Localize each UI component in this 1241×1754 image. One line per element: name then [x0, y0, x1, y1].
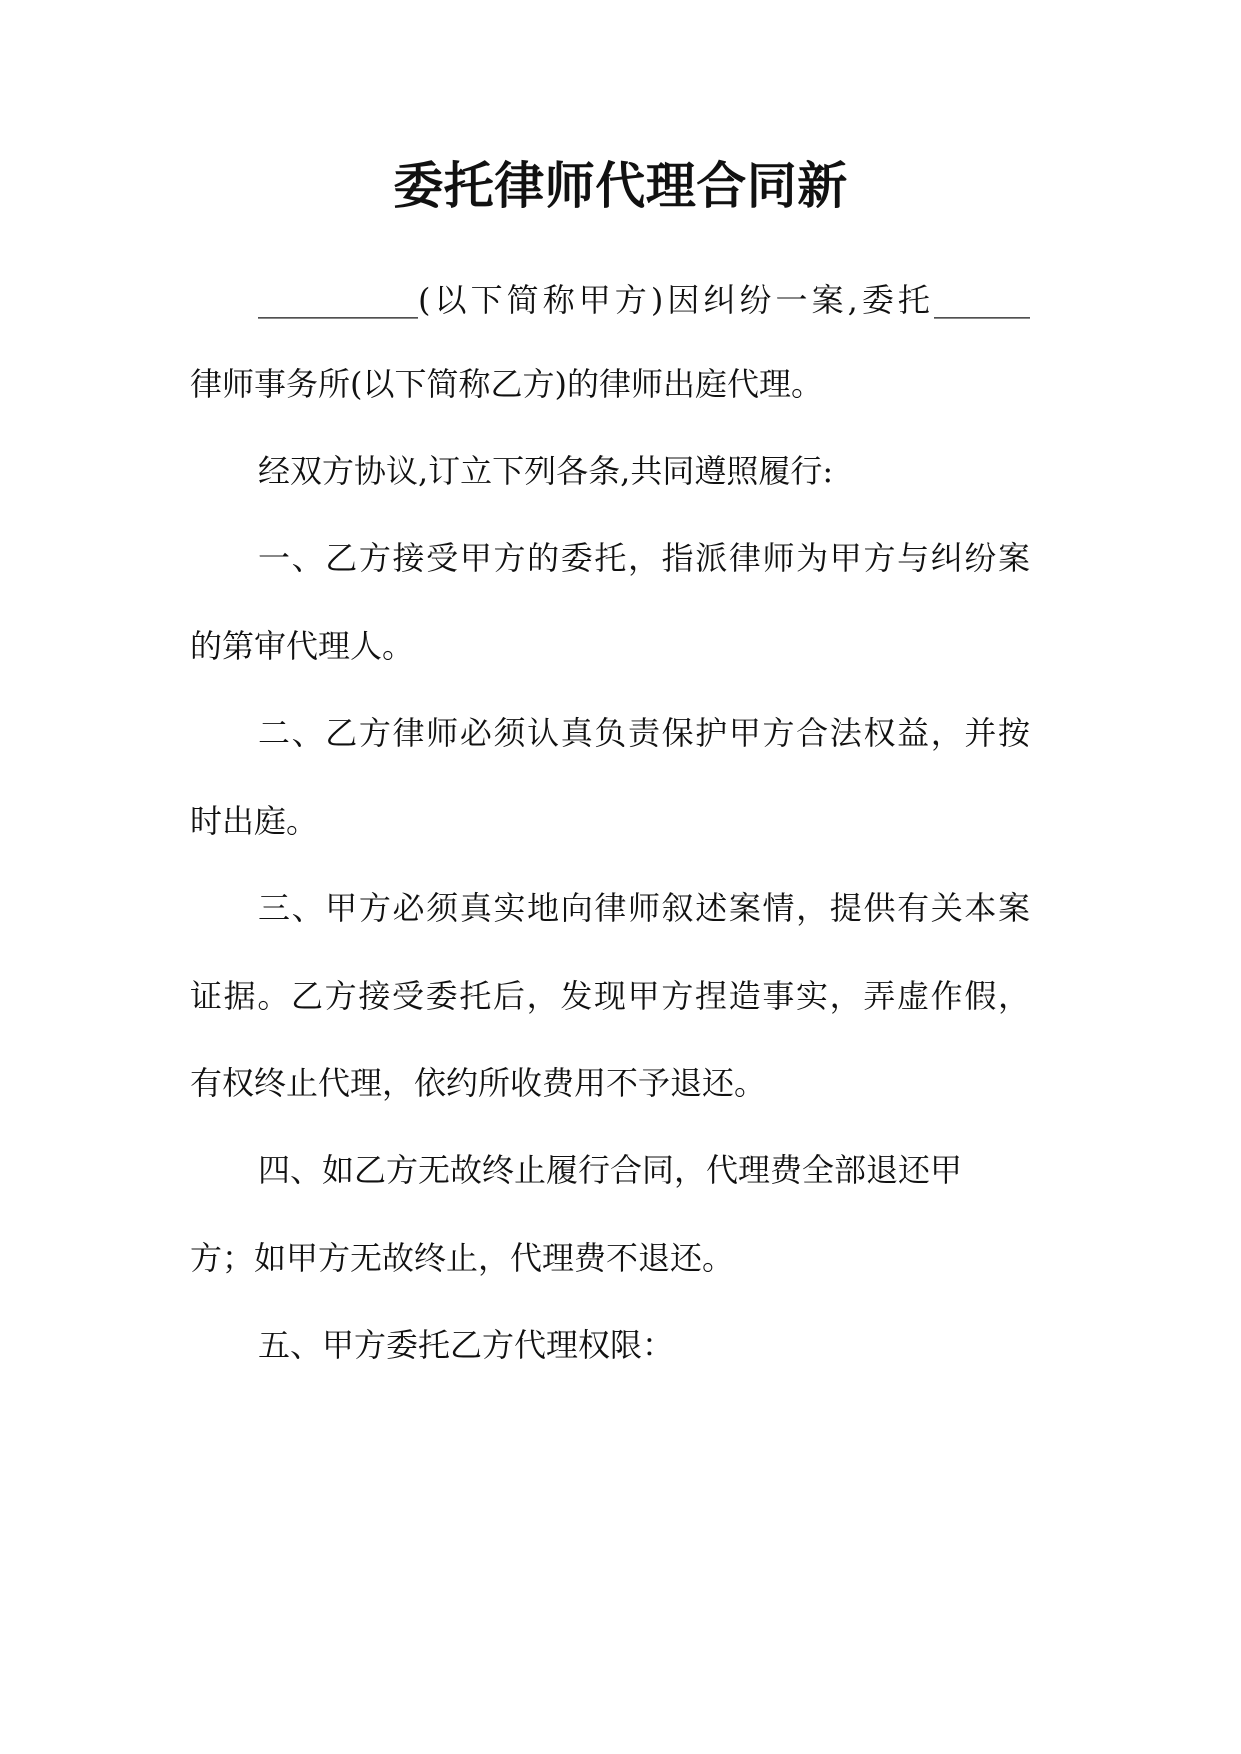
paragraph-line: 五、甲方委托乙方代理权限：: [258, 1326, 675, 1364]
paragraph-line: 的第审代理人。: [190, 627, 415, 665]
paragraph-line: 时出庭。: [190, 802, 319, 840]
paragraph-line: 律师事务所(以下简称乙方)的律师出庭代理。: [190, 365, 823, 403]
paragraph-line: 有权终止代理，依约所收费用不予退还。: [190, 1064, 767, 1102]
paragraph-line: 三、甲方必须真实地向律师叙述案情，提供有关本案: [258, 889, 1030, 927]
document-title: 委托律师代理合同新: [393, 157, 848, 215]
paragraph-line: 二、乙方律师必须认真负责保护甲方合法权益，并按: [258, 714, 1030, 752]
paragraph-line: __________(以下简称甲方)因纠纷一案,委托______: [258, 281, 1030, 319]
paragraph-line: 经双方协议,订立下列各条,共同遵照履行:: [258, 452, 834, 490]
paragraph-line: 证据。乙方接受委托后，发现甲方捏造事实，弄虚作假，: [190, 977, 1030, 1015]
paragraph-line: 四、如乙方无故终止履行合同，代理费全部退还甲: [258, 1151, 963, 1189]
paragraph-line: 一、乙方接受甲方的委托，指派律师为甲方与纠纷案: [258, 539, 1030, 577]
paragraph-line: 方；如甲方无故终止，代理费不退还。: [190, 1239, 735, 1277]
